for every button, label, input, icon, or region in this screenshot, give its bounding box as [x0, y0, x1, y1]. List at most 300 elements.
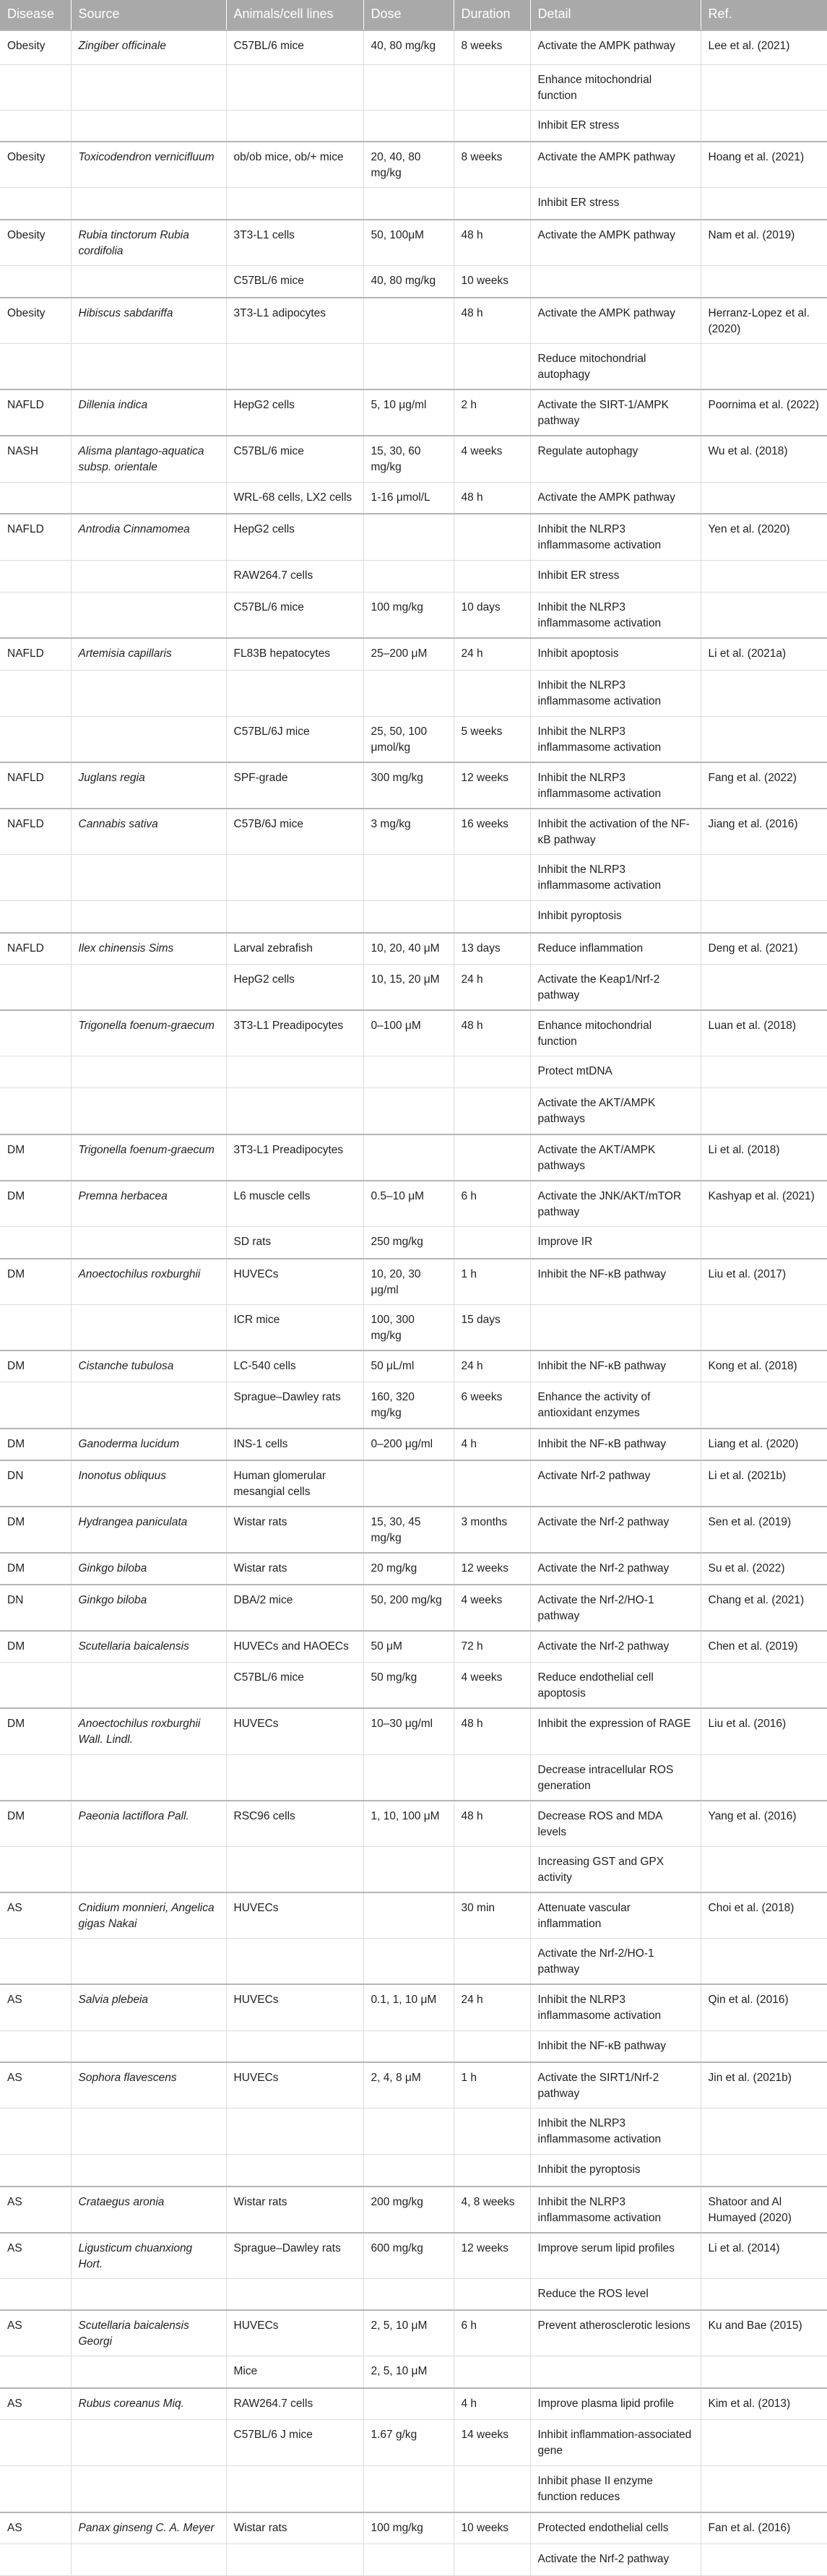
cell-source: [71, 2108, 226, 2155]
cell-ref: [701, 344, 827, 390]
cell-source: [71, 2466, 226, 2512]
cell-dose: [363, 188, 454, 220]
cell-dose: 300 mg/kg: [363, 762, 454, 809]
cell-dose: 50, 100μM: [363, 220, 454, 266]
cell-ref: [701, 1939, 827, 1985]
cell-animals-cell-lines: HUVECs: [226, 1892, 363, 1939]
cell-ref: [701, 592, 827, 638]
cell-source: [71, 1227, 226, 1259]
cell-source: [71, 344, 226, 390]
cell-animals-cell-lines: L6 muscle cells: [226, 1181, 363, 1227]
cell-animals-cell-lines: [226, 855, 363, 901]
table-row: [0, 2062, 827, 2108]
cell-duration: [454, 1227, 530, 1259]
cell-disease: [0, 1056, 71, 1088]
cell-detail: Activate the Nrf-2 pathway: [530, 2544, 701, 2576]
cell-ref: [701, 110, 827, 142]
table-row: [0, 2187, 827, 2233]
cell-duration: [454, 1460, 530, 1507]
cell-animals-cell-lines: RAW264.7 cells: [226, 2388, 363, 2420]
cell-animals-cell-lines: [226, 188, 363, 220]
cell-animals-cell-lines: FL83B hepatocytes: [226, 638, 363, 670]
cell-source: Artemisia capillaris: [71, 638, 226, 670]
cell-ref: Shatoor and Al Humayed (2020): [701, 2187, 827, 2233]
cell-disease: DM: [0, 1134, 71, 1181]
cell-ref: [701, 560, 827, 592]
cell-detail: Inhibit the NLRP3 inflammasome activation: [530, 1984, 701, 2030]
cell-duration: 48 h: [454, 1708, 530, 1754]
cell-dose: [363, 298, 454, 344]
cell-dose: 50 μM: [363, 1631, 454, 1663]
cell-ref: [701, 2420, 827, 2466]
table-row: [0, 670, 827, 716]
cell-detail: Activate the Nrf-2 pathway: [530, 1553, 701, 1585]
cell-disease: AS: [0, 2310, 71, 2356]
cell-dose: [363, 2030, 454, 2062]
table-row: [0, 1892, 827, 1939]
cell-ref: [701, 1088, 827, 1134]
cell-ref: [701, 2466, 827, 2512]
cell-ref: Jin et al. (2021b): [701, 2062, 827, 2108]
table-row: [0, 344, 827, 390]
cell-animals-cell-lines: [226, 901, 363, 933]
table-row: [0, 389, 827, 436]
cell-detail: Activate the Nrf-2 pathway: [530, 1631, 701, 1663]
cell-source: [71, 482, 226, 514]
cell-detail: Enhance mitochondrial function: [530, 1010, 701, 1056]
header-duration: Duration: [454, 0, 530, 30]
cell-source: Panax ginseng C. A. Meyer: [71, 2512, 226, 2544]
cell-animals-cell-lines: C57BL/6 mice: [226, 592, 363, 638]
cell-animals-cell-lines: SD rats: [226, 1227, 363, 1259]
cell-disease: [0, 110, 71, 142]
table-row: [0, 2388, 827, 2420]
cell-ref: Choi et al. (2018): [701, 1892, 827, 1939]
cell-animals-cell-lines: [226, 110, 363, 142]
cell-ref: Li et al. (2021a): [701, 638, 827, 670]
cell-source: Zingiber officinale: [71, 30, 226, 64]
cell-duration: [454, 2108, 530, 2155]
cell-duration: 1 h: [454, 2062, 530, 2108]
cell-animals-cell-lines: C57BL/6J mice: [226, 716, 363, 762]
cell-animals-cell-lines: [226, 1754, 363, 1801]
cell-source: Cistanche tubulosa: [71, 1351, 226, 1382]
cell-duration: 48 h: [454, 1801, 530, 1847]
cell-detail: Inhibit the NLRP3 inflammasome activation: [530, 592, 701, 638]
cell-dose: [363, 2108, 454, 2155]
cell-duration: 1 h: [454, 1259, 530, 1305]
cell-dose: [363, 344, 454, 390]
cell-source: Trigonella foenum-graecum: [71, 1134, 226, 1181]
cell-detail: Attenuate vascular inflammation: [530, 1892, 701, 1939]
cell-dose: [363, 1056, 454, 1088]
cell-source: [71, 1056, 226, 1088]
cell-animals-cell-lines: INS-1 cells: [226, 1429, 363, 1460]
cell-animals-cell-lines: Wistar rats: [226, 1553, 363, 1585]
table-row: [0, 716, 827, 762]
cell-duration: 2 h: [454, 389, 530, 436]
cell-source: [71, 670, 226, 716]
cell-disease: NAFLD: [0, 809, 71, 855]
cell-ref: [701, 64, 827, 110]
cell-source: [71, 1939, 226, 1985]
cell-dose: 160, 320 mg/kg: [363, 1382, 454, 1429]
table-row: [0, 64, 827, 110]
cell-animals-cell-lines: ICR mice: [226, 1304, 363, 1351]
cell-ref: Lee et al. (2021): [701, 30, 827, 64]
cell-disease: [0, 482, 71, 514]
cell-ref: Kong et al. (2018): [701, 1351, 827, 1382]
cell-dose: [363, 855, 454, 901]
cell-animals-cell-lines: DBA/2 mice: [226, 1585, 363, 1631]
cell-source: [71, 2155, 226, 2187]
cell-detail: Inhibit phase II enzyme function reduces: [530, 2466, 701, 2512]
cell-animals-cell-lines: HepG2 cells: [226, 965, 363, 1011]
cell-dose: [363, 901, 454, 933]
cell-detail: Activate the Nrf-2/HO-1 pathway: [530, 1939, 701, 1985]
cell-detail: Inhibit the pyroptosis: [530, 2155, 701, 2187]
cell-dose: [363, 64, 454, 110]
cell-source: [71, 1088, 226, 1134]
cell-dose: [363, 110, 454, 142]
cell-disease: AS: [0, 2233, 71, 2279]
cell-ref: Sen et al. (2019): [701, 1507, 827, 1553]
cell-ref: [701, 1382, 827, 1429]
table-row: [0, 933, 827, 965]
header-disease: Disease: [0, 0, 71, 30]
cell-animals-cell-lines: LC-540 cells: [226, 1351, 363, 1382]
cell-detail: Inhibit the NLRP3 inflammasome activation: [530, 855, 701, 901]
cell-detail: Reduce mitochondrial autophagy: [530, 344, 701, 390]
cell-ref: Chen et al. (2019): [701, 1631, 827, 1663]
table-row: [0, 762, 827, 809]
table-row: [0, 1134, 827, 1181]
cell-disease: NAFLD: [0, 762, 71, 809]
table-row: [0, 2356, 827, 2388]
cell-ref: [701, 965, 827, 1011]
cell-detail: Activate the Nrf-2/HO-1 pathway: [530, 1585, 701, 1631]
cell-detail: Reduce inflammation: [530, 933, 701, 965]
table-row: [0, 2108, 827, 2155]
cell-disease: [0, 2420, 71, 2466]
table-row: [0, 592, 827, 638]
cell-duration: 10 weeks: [454, 2512, 530, 2544]
cell-duration: [454, 1939, 530, 1985]
cell-source: Antrodia Cinnamomea: [71, 514, 226, 560]
cell-detail: Inhibit the NF-κB pathway: [530, 2030, 701, 2062]
cell-source: Cannabis sativa: [71, 809, 226, 855]
table-row: [0, 809, 827, 855]
cell-disease: [0, 1304, 71, 1351]
table-row: [0, 901, 827, 933]
cell-ref: [701, 716, 827, 762]
cell-disease: Obesity: [0, 220, 71, 266]
cell-detail: Improve IR: [530, 1227, 701, 1259]
table-row: [0, 1088, 827, 1134]
cell-dose: [363, 1088, 454, 1134]
cell-duration: 4 weeks: [454, 1585, 530, 1631]
cell-detail: Inhibit ER stress: [530, 188, 701, 220]
cell-duration: 10 days: [454, 592, 530, 638]
cell-source: Ganoderma lucidum: [71, 1429, 226, 1460]
cell-disease: Obesity: [0, 30, 71, 64]
cell-ref: [701, 2155, 827, 2187]
cell-source: Scutellaria baicalensis: [71, 1631, 226, 1663]
cell-dose: 0.1, 1, 10 μM: [363, 1984, 454, 2030]
cell-ref: Luan et al. (2018): [701, 1010, 827, 1056]
cell-ref: Wu et al. (2018): [701, 436, 827, 482]
cell-duration: [454, 2030, 530, 2062]
cell-duration: 4 weeks: [454, 1663, 530, 1709]
table-row: [0, 1984, 827, 2030]
cell-source: Crataegus aronia: [71, 2187, 226, 2233]
cell-animals-cell-lines: HepG2 cells: [226, 514, 363, 560]
cell-dose: 40, 80 mg/kg: [363, 266, 454, 298]
cell-duration: [454, 188, 530, 220]
cell-dose: [363, 2388, 454, 2420]
cell-dose: 0–200 μg/ml: [363, 1429, 454, 1460]
cell-detail: Inhibit the NF-κB pathway: [530, 1429, 701, 1460]
cell-detail: Inhibit ER stress: [530, 110, 701, 142]
cell-duration: 15 days: [454, 1304, 530, 1351]
cell-detail: Protect mtDNA: [530, 1056, 701, 1088]
cell-disease: DM: [0, 1429, 71, 1460]
cell-ref: Deng et al. (2021): [701, 933, 827, 965]
cell-disease: [0, 965, 71, 1011]
cell-source: [71, 716, 226, 762]
cell-source: [71, 560, 226, 592]
table-row: [0, 2466, 827, 2512]
cell-dose: 10–30 μg/ml: [363, 1708, 454, 1754]
cell-duration: 12 weeks: [454, 762, 530, 809]
cell-source: [71, 2544, 226, 2576]
cell-detail: Inhibit the NLRP3 inflammasome activation: [530, 716, 701, 762]
cell-animals-cell-lines: [226, 344, 363, 390]
cell-duration: [454, 1847, 530, 1893]
cell-ref: Liang et al. (2020): [701, 1429, 827, 1460]
cell-animals-cell-lines: [226, 2030, 363, 2062]
cell-ref: Fang et al. (2022): [701, 762, 827, 809]
cell-source: Ligusticum chuanxiong Hort.: [71, 2233, 226, 2279]
table-row: [0, 1259, 827, 1305]
cell-dose: [363, 1460, 454, 1507]
table-row: [0, 2544, 827, 2576]
table-row: [0, 2512, 827, 2544]
cell-dose: 600 mg/kg: [363, 2233, 454, 2279]
table-header: [0, 0, 827, 30]
cell-ref: [701, 1227, 827, 1259]
cell-dose: 15, 30, 60 mg/kg: [363, 436, 454, 482]
cell-disease: AS: [0, 1892, 71, 1939]
cell-source: [71, 1847, 226, 1893]
cell-source: Ginkgo biloba: [71, 1585, 226, 1631]
cell-detail: Decrease intracellular ROS generation: [530, 1754, 701, 1801]
cell-detail: Inhibit apoptosis: [530, 638, 701, 670]
cell-disease: DM: [0, 1351, 71, 1382]
cell-ref: [701, 1304, 827, 1351]
cell-detail: Inhibit ER stress: [530, 560, 701, 592]
cell-detail: Inhibit the NLRP3 inflammasome activation: [530, 514, 701, 560]
cell-animals-cell-lines: [226, 64, 363, 110]
cell-dose: [363, 670, 454, 716]
header-ref: Ref.: [701, 0, 827, 30]
cell-duration: 30 min: [454, 1892, 530, 1939]
cell-ref: Su et al. (2022): [701, 1553, 827, 1585]
cell-disease: AS: [0, 2062, 71, 2108]
cell-ref: [701, 2108, 827, 2155]
cell-duration: [454, 2356, 530, 2388]
table-row: [0, 2233, 827, 2279]
cell-duration: 6 h: [454, 2310, 530, 2356]
table-row: [0, 1429, 827, 1460]
cell-animals-cell-lines: HUVECs: [226, 1708, 363, 1754]
cell-duration: 4 weeks: [454, 436, 530, 482]
cell-source: Sophora flavescens: [71, 2062, 226, 2108]
cell-dose: [363, 2466, 454, 2512]
cell-detail: Activate the SIRT1/Nrf-2 pathway: [530, 2062, 701, 2108]
table-row: [0, 30, 827, 64]
cell-dose: 0.5–10 μM: [363, 1181, 454, 1227]
cell-ref: Herranz-Lopez et al. (2020): [701, 298, 827, 344]
cell-ref: Kim et al. (2013): [701, 2388, 827, 2420]
cell-duration: [454, 2466, 530, 2512]
table-row: [0, 1708, 827, 1754]
cell-dose: 100 mg/kg: [363, 592, 454, 638]
cell-disease: [0, 1939, 71, 1985]
cell-dose: [363, 1939, 454, 1985]
cell-duration: 4 h: [454, 1429, 530, 1460]
cell-detail: Inhibit the NLRP3 inflammasome activation: [530, 2187, 701, 2233]
table-row: [0, 2155, 827, 2187]
cell-ref: Liu et al. (2016): [701, 1708, 827, 1754]
cell-source: Inonotus obliquus: [71, 1460, 226, 1507]
cell-dose: 0–100 μM: [363, 1010, 454, 1056]
table-row: [0, 482, 827, 514]
cell-source: Ginkgo biloba: [71, 1553, 226, 1585]
cell-ref: [701, 1056, 827, 1088]
cell-animals-cell-lines: 3T3-L1 Preadipocytes: [226, 1134, 363, 1181]
cell-detail: Inhibit the activation of the NF-κB pathway: [530, 809, 701, 855]
table-row: [0, 110, 827, 142]
cell-duration: 13 days: [454, 933, 530, 965]
cell-duration: 6 weeks: [454, 1382, 530, 1429]
table-row: [0, 1181, 827, 1227]
table-row: [0, 188, 827, 220]
cell-source: [71, 64, 226, 110]
cell-dose: [363, 560, 454, 592]
table-row: [0, 298, 827, 344]
cell-duration: [454, 2155, 530, 2187]
cell-animals-cell-lines: RAW264.7 cells: [226, 560, 363, 592]
cell-disease: [0, 2108, 71, 2155]
table-row: [0, 142, 827, 188]
table-row: [0, 266, 827, 298]
cell-ref: [701, 901, 827, 933]
cell-dose: 100, 300 mg/kg: [363, 1304, 454, 1351]
cell-disease: [0, 2278, 71, 2310]
cell-ref: [701, 670, 827, 716]
cell-disease: [0, 266, 71, 298]
cell-ref: Ku and Bae (2015): [701, 2310, 827, 2356]
cell-detail: [530, 266, 701, 298]
cell-dose: 50, 200 mg/kg: [363, 1585, 454, 1631]
cell-detail: Reduce endothelial cell apoptosis: [530, 1663, 701, 1709]
cell-disease: DM: [0, 1801, 71, 1847]
cell-disease: [0, 1754, 71, 1801]
cell-disease: DN: [0, 1585, 71, 1631]
cell-source: [71, 2030, 226, 2062]
cell-animals-cell-lines: C57BL/6 mice: [226, 436, 363, 482]
cell-dose: 1-16 μmol/L: [363, 482, 454, 514]
cell-disease: [0, 592, 71, 638]
header-detail: Detail: [530, 0, 701, 30]
cell-ref: [701, 188, 827, 220]
cell-disease: Obesity: [0, 142, 71, 188]
cell-source: Dillenia indica: [71, 389, 226, 436]
cell-animals-cell-lines: Wistar rats: [226, 2512, 363, 2544]
cell-animals-cell-lines: WRL-68 cells, LX2 cells: [226, 482, 363, 514]
table-row: [0, 2420, 827, 2466]
cell-disease: [0, 344, 71, 390]
cell-detail: Prevent atherosclerotic lesions: [530, 2310, 701, 2356]
cell-dose: 50 mg/kg: [363, 1663, 454, 1709]
cell-ref: Yen et al. (2020): [701, 514, 827, 560]
cell-duration: 12 weeks: [454, 2233, 530, 2279]
cell-duration: 48 h: [454, 482, 530, 514]
cell-source: Premna herbacea: [71, 1181, 226, 1227]
cell-dose: 25, 50, 100 μmol/kg: [363, 716, 454, 762]
cell-animals-cell-lines: C57BL/6 mice: [226, 30, 363, 64]
cell-ref: Chang et al. (2021): [701, 1585, 827, 1631]
cell-disease: [0, 2030, 71, 2062]
table-row: [0, 560, 827, 592]
cell-duration: 10 weeks: [454, 266, 530, 298]
table-row: [0, 1801, 827, 1847]
cell-dose: 250 mg/kg: [363, 1227, 454, 1259]
table-row: [0, 2278, 827, 2310]
cell-disease: AS: [0, 2512, 71, 2544]
table-row: [0, 1507, 827, 1553]
cell-source: [71, 266, 226, 298]
cell-disease: [0, 2356, 71, 2388]
cell-duration: 14 weeks: [454, 2420, 530, 2466]
cell-source: [71, 592, 226, 638]
cell-duration: [454, 2278, 530, 2310]
cell-detail: Activate the AMPK pathway: [530, 30, 701, 64]
cell-source: Anoectochilus roxburghii: [71, 1259, 226, 1305]
cell-duration: 24 h: [454, 638, 530, 670]
cell-ref: Fan et al. (2016): [701, 2512, 827, 2544]
cell-disease: Obesity: [0, 298, 71, 344]
cell-ref: [701, 1754, 827, 1801]
cell-detail: Inhibit inflammation-associated gene: [530, 2420, 701, 2466]
cell-animals-cell-lines: SPF-grade: [226, 762, 363, 809]
cell-detail: Activate the SIRT-1/AMPK pathway: [530, 389, 701, 436]
cell-animals-cell-lines: 3T3-L1 Preadipocytes: [226, 1010, 363, 1056]
cell-dose: 25–200 μM: [363, 638, 454, 670]
cell-duration: [454, 670, 530, 716]
cell-animals-cell-lines: C57BL/6 mice: [226, 266, 363, 298]
cell-ref: Kashyap et al. (2021): [701, 1181, 827, 1227]
table-row: [0, 1585, 827, 1631]
cell-duration: 48 h: [454, 220, 530, 266]
cell-disease: DM: [0, 1553, 71, 1585]
cell-animals-cell-lines: [226, 1056, 363, 1088]
cell-disease: AS: [0, 2388, 71, 2420]
cell-disease: [0, 1227, 71, 1259]
table-row: [0, 436, 827, 482]
cell-ref: Hoang et al. (2021): [701, 142, 827, 188]
